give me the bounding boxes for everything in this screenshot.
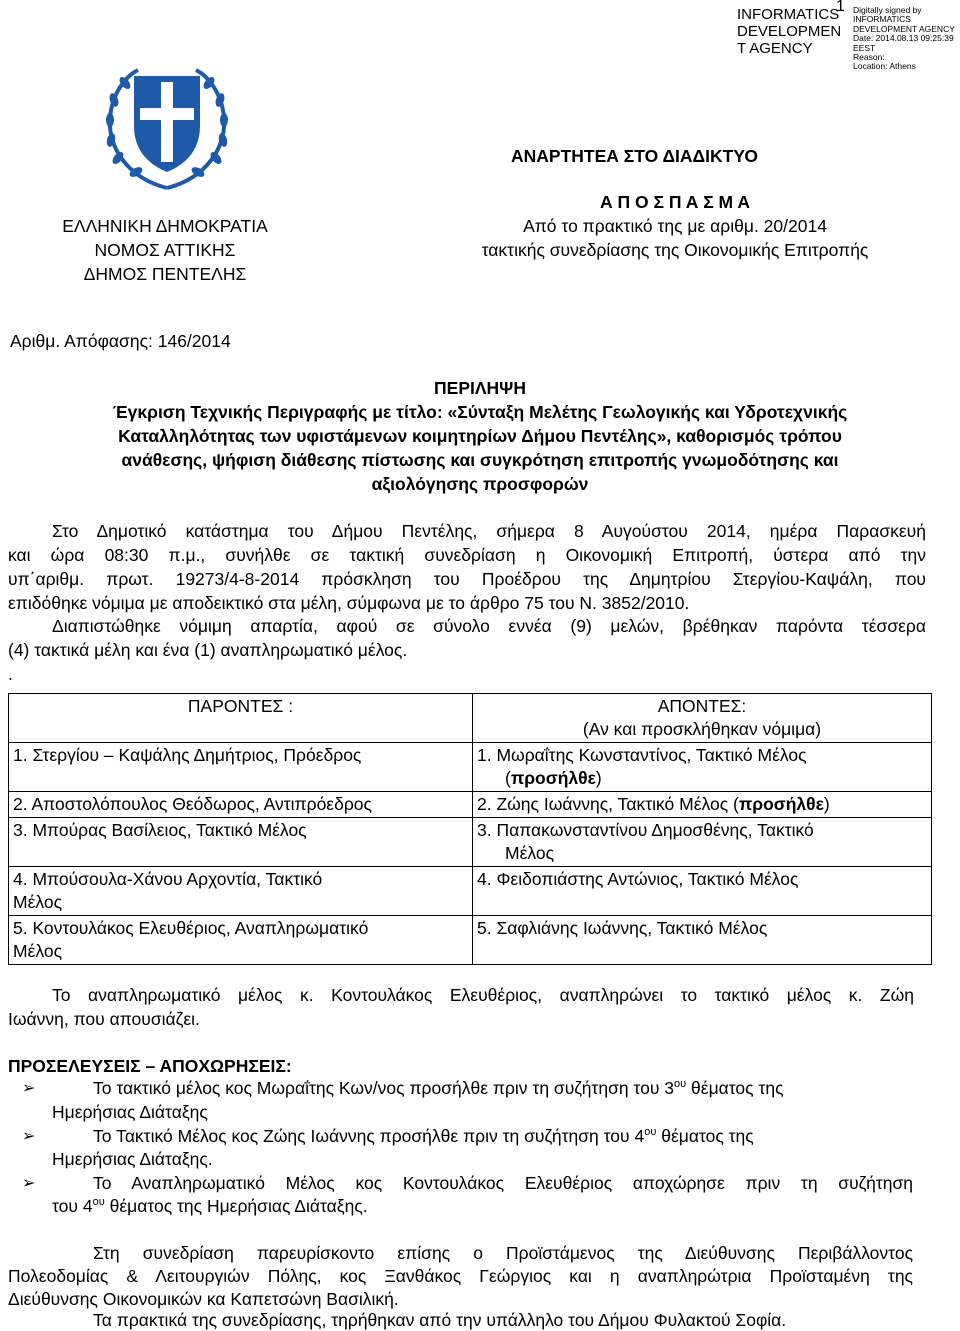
present-member: 3. Μπούρας Βασίλειος, Τακτικό Μέλος [9, 818, 473, 867]
closing-line: Τα πρακτικά της συνεδρίασης, τηρήθηκαν από την υπάλληλο του Δήμου Φυλακτού Σοφία. [93, 1310, 787, 1330]
closing-line: Πολεοδομίας & Λειτουργιών Πόλης, κος Ξανθάκος Γεώργιος και η αναπληρώτρια Προϊσταμένη της [8, 1266, 913, 1286]
decision-number: Αριθμ. Απόφασης: 146/2014 [10, 331, 231, 351]
signature-detail-line: Location: Athens [853, 61, 916, 72]
signature-org-line: T AGENCY [737, 40, 813, 57]
intro-line: . [8, 664, 13, 684]
absent-member: 5. Σαφλιάνης Ιωάννης, Τακτικό Μέλος [473, 916, 932, 965]
substitute-note-line: Το αναπληρωματικό μέλος κ. Κοντουλάκος Ελευθέριος, αναπληρώνει το τακτικό μέλος κ. Ζώη [52, 985, 914, 1005]
signature-detail-line: EEST [853, 42, 876, 53]
arrival-item-continued: Ημερήσιας Διάταξης [52, 1102, 208, 1122]
intro-line: και ώρα 08:30 π.μ., συνήλθε σε τακτική συνεδρίαση η Οικονομική Επιτροπή, ύστερα από την [8, 545, 926, 565]
present-member: 1. Στεργίου – Καψάλης Δημήτριος, Πρόεδρος [9, 743, 473, 792]
excerpt-session-line: τακτικής συνεδρίασης της Οικονομικής Επιτροπής [481, 240, 869, 260]
arrival-item: Το Τακτικό Μέλος κος Ζώης Ιωάννης προσήλθε πριν τη συζήτηση του $4^{o\upsilon}$ θέματος της [93, 1126, 754, 1146]
table-row [9, 867, 932, 916]
signature-organization [737, 6, 841, 57]
present-member: 5. Κοντουλάκος Ελευθέριος, Αναπληρωματικό Μέλος [9, 916, 473, 965]
municipality-line: ΔΗΜΟΣ ΠΕΝΤΕΛΗΣ [83, 264, 247, 284]
excerpt-title: Α Π Ο Σ Π Α Σ Μ Α [600, 192, 750, 212]
summary-line: αξιολόγησης προσφορών [371, 474, 589, 494]
absent-header-cell [473, 694, 932, 743]
signature-detail-line: Digitally signed by [853, 5, 922, 15]
table-row [9, 818, 932, 867]
intro-line: υπ΄αριθμ. πρωτ. 19273/4-8-2014 πρόσκληση του Προέδρου της Δημητρίου Στεργίου-Καψάλη, που [8, 569, 926, 589]
closing-line: Στη συνεδρίαση παρευρίσκοντο επίσης ο Προϊστάμενος της Διεύθυνσης Περιβάλλοντος [93, 1243, 913, 1263]
signature-detail-line: INFORMATICS [853, 14, 911, 25]
absent-header: ΑΠΟΝΤΕΣ: [657, 696, 747, 716]
signature-detail-line: Reason: [853, 52, 885, 63]
departure-item-continued: του $4^{o\upsilon}$ θέματος της Ημερήσιας Διάταξης. [52, 1196, 368, 1216]
summary-title: ΠΕΡΙΛΗΨΗ [434, 378, 526, 398]
signature-details [853, 6, 955, 72]
bullet-arrow-icon: ➢ [22, 1128, 36, 1145]
present-member: 2. Αποστολόπουλος Θεόδωρος, Αντιπρόεδρος [9, 792, 473, 818]
table-row [9, 743, 932, 792]
intro-line: Διαπιστώθηκε νόμιμη απαρτία, αφού σε σύνολο εννέα (9) μελών, βρέθηκαν παρόντα τέσσερα [52, 616, 926, 636]
arrival-item-continued: Ημερήσιας Διάταξης. [52, 1149, 213, 1169]
absent-member: 4. Φειδοπιάστης Αντώνιος, Τακτικό Μέλος [473, 867, 932, 916]
posted-online-label: ΑΝΑΡΤΗΤΕΑ ΣΤΟ ΔΙΑΔΙΚΤΥΟ [511, 146, 758, 166]
signature-detail-line: Date: 2014.08.13 09:25:39 [853, 33, 954, 44]
signature-detail-line: DEVELOPMENT AGENCY [853, 23, 955, 34]
arrivals-title: ΠΡΟΣΕΛΕΥΣΕΙΣ – ΑΠΟΧΩΡΗΣΕΙΣ: [8, 1056, 292, 1076]
arrival-item: Το τακτικό μέλος κος Μωραΐτης Κων/νος προσήλθε πριν τη συζήτηση του $3^{o\upsilon}$ θέματος της [93, 1078, 784, 1098]
absent-subheader: (Αν και προσκλήθηκαν νόμιμα) [582, 719, 822, 739]
greek-emblem-icon [98, 48, 236, 198]
table-row [9, 916, 932, 965]
bullet-arrow-icon: ➢ [22, 1080, 36, 1097]
summary-line: Έγκριση Τεχνικής Περιγραφής με τίτλο: «Σύνταξη Μελέτης Γεωλογικής και Υδροτεχνικής [112, 402, 848, 422]
intro-line: Στο Δημοτικό κατάστημα του Δήμου Πεντέλης, σήμερα 8 Αυγούστου 2014, ημέρα Παρασκευή [52, 521, 926, 541]
absent-member: 1. Μωραΐτης Κωνσταντίνος, Τακτικό Μέλος (προσήλθε) [473, 743, 932, 792]
page-number: 1 [836, 0, 845, 15]
table-row [9, 792, 932, 818]
table-header-row [9, 694, 932, 743]
absent-member: 3. Παπακωνσταντίνου Δημοσθένης, Τακτικό Μέλος [473, 818, 932, 867]
excerpt-minutes-line: Από το πρακτικό της με αριθμ. 20/2014 [523, 216, 827, 236]
republic-line: ΕΛΛΗΝΙΚΗ ΔΗΜΟΚΡΑΤΙΑ [62, 216, 268, 236]
members-table [8, 693, 932, 965]
absent-member: 2. Ζώης Ιωάννης, Τακτικό Μέλος (προσήλθε) [473, 792, 932, 818]
departure-item: Το Αναπληρωματικό Μέλος κος Κοντουλάκος Ελευθέριος αποχώρησε πριν τη συζήτηση [93, 1173, 913, 1193]
intro-line: (4) τακτικά μέλη και ένα (1) αναπληρωματικό μέλος. [8, 640, 408, 660]
present-header: ΠΑΡΟΝΤΕΣ : [9, 694, 473, 743]
present-member: 4. Μπούσουλα-Χάνου Αρχοντία, Τακτικό Μέλος [9, 867, 473, 916]
bullet-arrow-icon: ➢ [22, 1175, 36, 1192]
summary-line: ανάθεσης, ψήφιση διάθεσης πίστωσης και συγκρότηση επιτροπής γνωμοδότησης και [121, 450, 839, 470]
prefecture-line: ΝΟΜΟΣ ΑΤΤΙΚΗΣ [94, 240, 236, 260]
summary-line: Καταλληλότητας των υφιστάμενων κοιμητηρίων Δήμου Πεντέλης», καθορισμός τρόπου [118, 426, 842, 446]
substitute-note-line: Ιωάννη, που απουσιάζει. [8, 1009, 200, 1029]
intro-line: επιδόθηκε νόμιμα με αποδεικτικό στα μέλη, σύμφωνα με το άρθρο 75 του Ν. 3852/2010. [8, 593, 690, 613]
signature-org-line: INFORMATICS [737, 6, 840, 23]
signature-org-line: DEVELOPMEN [737, 23, 842, 40]
closing-line: Διεύθυνσης Οικονομικών κα Καπετσώνη Βασιλική. [8, 1289, 399, 1309]
